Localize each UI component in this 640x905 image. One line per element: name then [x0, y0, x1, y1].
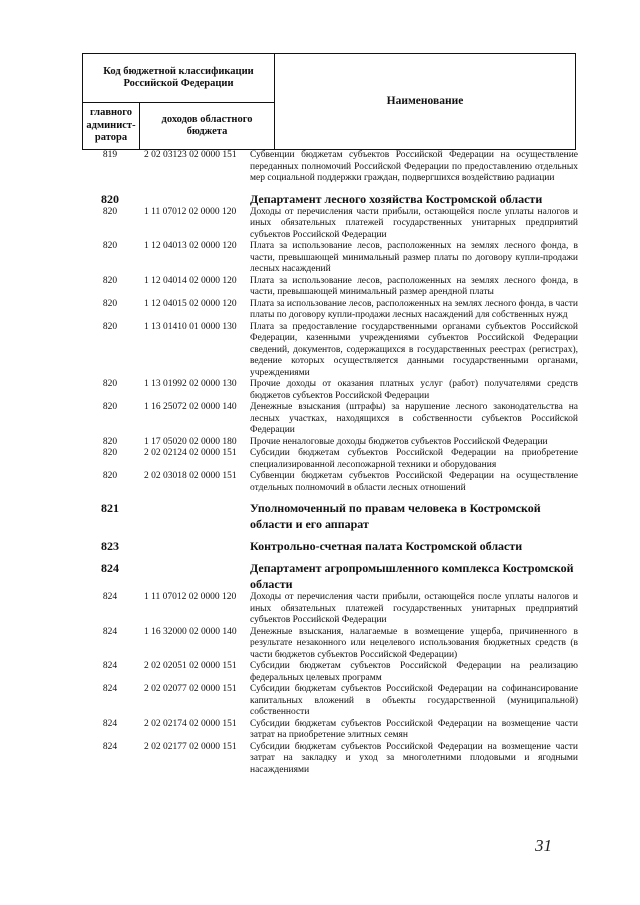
income-code: 1 16 25072 02 0000 140: [144, 402, 237, 412]
admin-code: 824: [102, 626, 118, 637]
department-name: Департамент лесного хозяйства Костромской области: [250, 191, 543, 206]
item-description: Плата за предоставление государственными органами субъектов Российской Федерации, казенными учреждениями субъектов Российской Федерации сведений, документов, содержащихся в государственных реестрах (регистрах), ведение которых осуществляется данными государственными органами, учреждениями: [250, 321, 578, 378]
income-code: 1 11 07012 02 0000 120: [144, 206, 237, 217]
income-code: 1 12 04013 02 0000 120: [144, 241, 237, 251]
table-row: [82, 241, 578, 276]
admin-code: 820: [102, 436, 118, 447]
item-description: Доходы от перечисления части прибыли, остающейся после уплаты налогов и иных обязательных платежей государственных унитарных предприятий субъектов Российской Федерации: [250, 206, 578, 240]
item-description: Денежные взыскания, налагаемые в возмещение ущерба, причиненного в результате незаконного или нецелевого использования бюджетных средств (в части бюджетов субъектов Российской Федерации): [250, 626, 578, 660]
table-row: [82, 742, 578, 777]
item-description: Субвенции бюджетам субъектов Российской Федерации на осуществление переданных полномочий Российской Федерации по предоставлению отдельных мер социальной поддержки граждан, подвергшихся воздействию радиации: [250, 150, 578, 183]
income-code: 2 02 02124 02 0000 151: [144, 448, 237, 458]
table-row: [82, 437, 578, 449]
table-row: [82, 207, 578, 242]
department-row: [82, 191, 578, 207]
table-row: [82, 471, 578, 494]
admin-code: 820: [102, 471, 118, 481]
admin-code: 821: [101, 501, 119, 515]
income-code: 1 13 01410 01 0000 130: [144, 321, 237, 332]
department-row: [82, 500, 578, 532]
table-row: [82, 627, 578, 662]
admin-code: 819: [102, 150, 118, 160]
income-code: 1 13 01992 02 0000 130: [144, 379, 237, 389]
admin-column-header: главного админист-ратора: [83, 103, 140, 150]
admin-code: 824: [102, 684, 118, 694]
item-description: Прочие неналоговые доходы бюджетов субъектов Российской Федерации: [250, 436, 548, 447]
income-code: 2 02 03123 02 0000 151: [144, 150, 237, 160]
table-body: [82, 150, 578, 776]
table-row: [82, 719, 578, 742]
department-name: Уполномоченный по правам человека в Костромской области и его аппарат: [250, 501, 541, 531]
admin-code: 823: [101, 539, 119, 553]
table-row: [82, 276, 578, 299]
name-column-header: Наименование: [275, 54, 576, 150]
income-code: [138, 191, 244, 207]
income-code: [138, 500, 244, 532]
classification-header: Код бюджетной классификации Российской Федерации: [83, 54, 275, 103]
admin-code: 824: [102, 718, 118, 729]
income-code: 1 12 04015 02 0000 120: [144, 298, 237, 309]
income-code: 1 12 04014 02 0000 120: [144, 275, 237, 286]
table-row: [82, 661, 578, 684]
table-row: [82, 150, 578, 185]
admin-code: 824: [101, 561, 119, 575]
admin-code: 820: [102, 448, 118, 458]
income-code: 1 11 07012 02 0000 120: [144, 592, 237, 602]
department-row: [82, 560, 578, 592]
income-code: 2 02 02051 02 0000 151: [144, 661, 237, 671]
income-code: 1 16 32000 02 0000 140: [144, 626, 237, 637]
department-row: [82, 538, 578, 554]
item-description: Субсидии бюджетам субъектов Российской Федерации на возмещение части затрат на приобретение элитных семян: [250, 718, 578, 740]
admin-code: 824: [102, 661, 118, 671]
admin-code: 820: [102, 241, 118, 251]
table-header: [82, 53, 576, 150]
income-code: 2 02 02174 02 0000 151: [144, 718, 237, 729]
admin-code: 820: [102, 321, 118, 332]
admin-code: 820: [102, 206, 118, 217]
item-description: Плата за использование лесов, расположенных на землях лесного фонда, в части платы по договору купли-продажи лесных насаждений для собственных нужд: [250, 298, 578, 320]
table-row: [82, 684, 578, 719]
table-row: [82, 379, 578, 402]
item-description: Доходы от перечисления части прибыли, остающейся после уплаты налогов и иных обязательных платежей государственных унитарных предприятий субъектов Российской Федерации: [250, 592, 578, 625]
income-code: 1 17 05020 02 0000 180: [144, 436, 237, 447]
admin-code: 824: [102, 592, 118, 602]
income-column-header: доходов областного бюджета: [140, 103, 275, 150]
item-description: Плата за использование лесов, расположенных на землях лесного фонда, в части, превышающей минимальный размер арендной платы: [250, 275, 578, 297]
income-code: 2 02 03018 02 0000 151: [144, 471, 237, 481]
income-code: 2 02 02077 02 0000 151: [144, 684, 237, 694]
item-description: Субсидии бюджетам субъектов Российской Федерации на реализацию федеральных целевых программ: [250, 661, 578, 683]
table-row: [82, 448, 578, 471]
income-code: [138, 538, 244, 554]
admin-code: 820: [102, 402, 118, 412]
item-description: Денежные взыскания (штрафы) за нарушение лесного законодательства на лесных участках, находящихся в собственности субъектов Российской Федерации: [250, 402, 578, 435]
page-number: 31: [535, 836, 552, 855]
item-description: Прочие доходы от оказания платных услуг (работ) получателями средств бюджетов субъектов Российской Федерации: [250, 379, 578, 401]
income-code: [138, 560, 244, 592]
admin-code: 820: [102, 298, 118, 309]
department-name: Департамент агропромышленного комплекса Костромской области: [250, 561, 574, 591]
item-description: Субсидии бюджетам субъектов Российской Федерации на приобретение специализированной лесопожарной техники и оборудования: [250, 448, 578, 470]
table-row: [82, 592, 578, 627]
table-row: [82, 299, 578, 322]
item-description: Плата за использование лесов, расположенных на землях лесного фонда, в части, превышающей минимальный размер платы по договору купли-продажи лесных насаждений: [250, 241, 578, 274]
item-description: Субсидии бюджетам субъектов Российской Федерации на софинансирование капитальных вложений в объекты государственной (муниципальной) собственности: [250, 684, 578, 717]
admin-code: 820: [101, 191, 119, 206]
item-description: Субсидии бюджетам субъектов Российской Федерации на возмещение части затрат на закладку и уход за многолетними плодовыми и ягодными насаждениями: [250, 741, 578, 775]
table-row: [82, 322, 578, 380]
income-code: 2 02 02177 02 0000 151: [144, 741, 237, 752]
admin-code: 820: [102, 275, 118, 286]
item-description: Субвенции бюджетам субъектов Российской Федерации на осуществление отдельных полномочий в области лесных отношений: [250, 471, 578, 493]
department-name: Контрольно-счетная палата Костромской области: [250, 539, 523, 553]
admin-code: 820: [102, 379, 118, 389]
admin-code: 824: [102, 741, 118, 752]
table-row: [82, 402, 578, 437]
